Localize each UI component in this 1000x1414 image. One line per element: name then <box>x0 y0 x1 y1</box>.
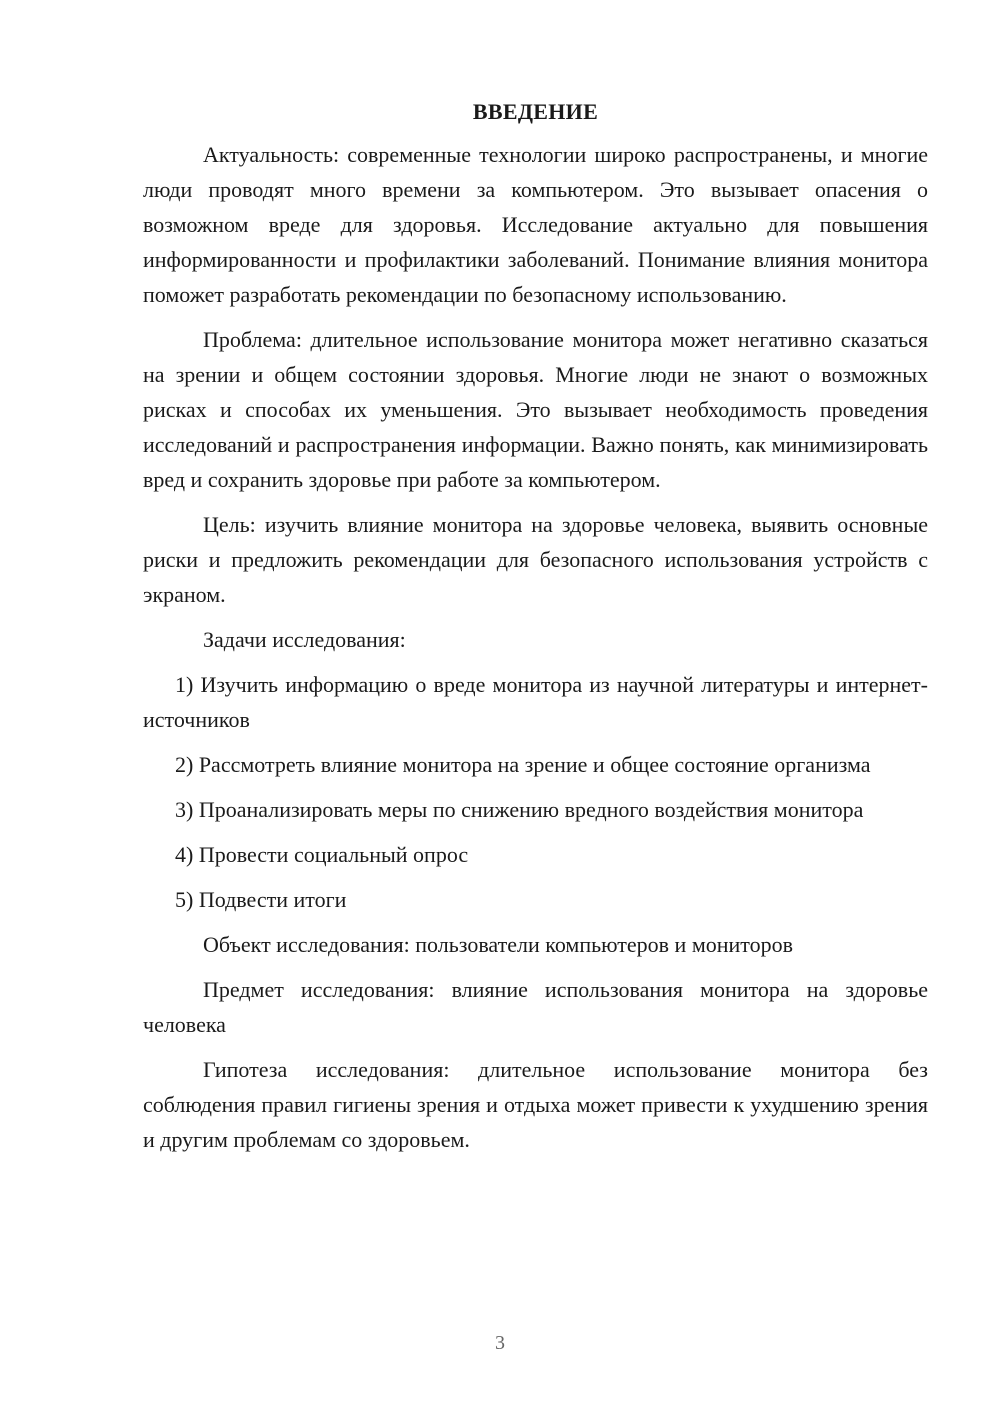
tasks-list <box>143 667 928 917</box>
paragraph-hypothesis: Гипотеза исследования: длительное использование монитора без соблюдения правил гигиены зрения и отдыха может привести к ухудшению зрения и другим проблемам со здоровьем. <box>143 1057 928 1152</box>
paragraph-relevance: Актуальность: современные технологии широко распространены, и многие люди проводят много времени за компьютером. Это вызывает опасения о возможном вреде для здоровья. Исследование актуально для повышения информированности и профилактики заболеваний. Понимание влияния монитора поможет разработать рекомендации по безопасному использованию. <box>143 142 928 307</box>
task-item-3: 3) Проанализировать меры по снижению вредного воздействия монитора <box>175 797 864 822</box>
task-item-4: 4) Провести социальный опрос <box>175 842 469 867</box>
task-item-2: 2) Рассмотреть влияние монитора на зрение и общее состояние организма <box>175 752 871 777</box>
task-item-5: 5) Подвести итоги <box>175 887 347 912</box>
paragraph-problem: Проблема: длительное использование монитора может негативно сказаться на зрении и общем состоянии здоровья. Многие люди не знают о возможных рисках и способах их уменьшения. Это вызывает необходимость проведения исследований и распространения информации. Важно понять, как минимизировать вред и сохранить здоровье при работе за компьютером. <box>143 327 928 492</box>
page-number: 3 <box>495 1332 505 1354</box>
section-title: ВВЕДЕНИЕ <box>472 99 599 124</box>
paragraph-subject: Предмет исследования: влияние использования монитора на здоровье человека <box>143 977 928 1037</box>
tasks-heading: Задачи исследования: <box>203 627 406 652</box>
paragraph-object: Объект исследования: пользователи компьютеров и мониторов <box>203 932 794 957</box>
document-page <box>143 94 928 1167</box>
paragraph-goal: Цель: изучить влияние монитора на здоровье человека, выявить основные риски и предложить рекомендации для безопасного использования устройств с экраном. <box>143 512 928 607</box>
task-item-1: 1) Изучить информацию о вреде монитора из научной литературы и интернет-источников <box>143 672 928 732</box>
